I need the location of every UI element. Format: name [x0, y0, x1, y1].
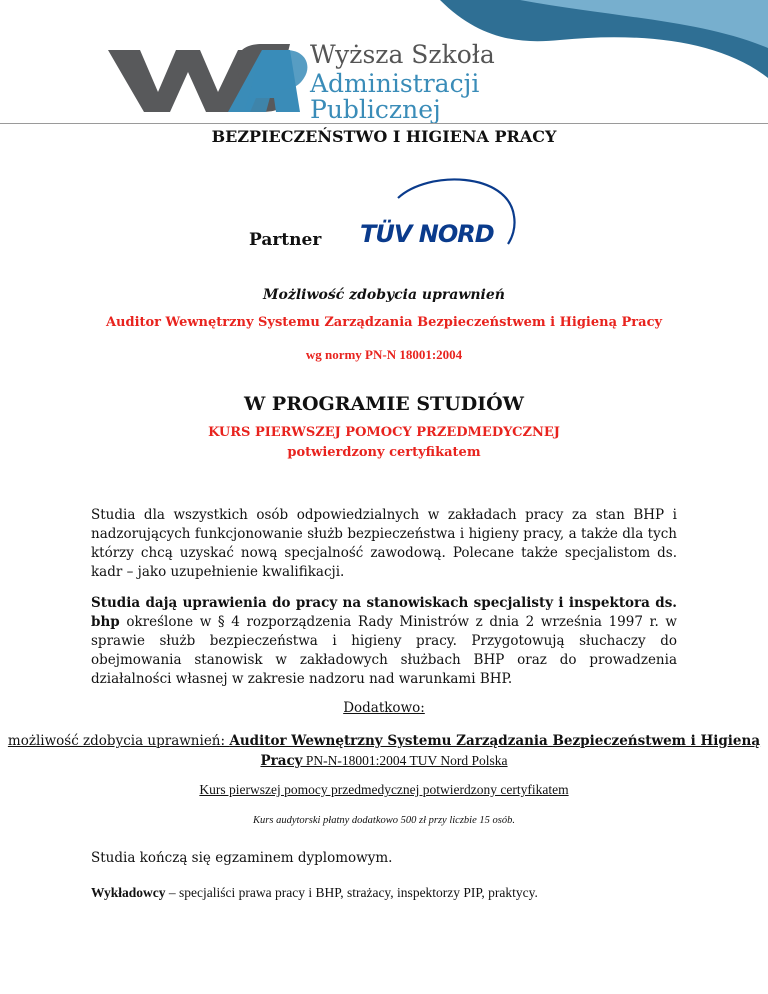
header-banner [0, 0, 768, 125]
certification-intro: Możliwość zdobycia uprawnień [263, 287, 505, 303]
brand-line-2: Administracji [310, 69, 480, 98]
extra-cost-note: Kurs audytorski płatny dodatkowo 500 zł przy liczbie 15 osób. [253, 815, 515, 826]
lecturers-text: – specjaliści prawa pracy i BHP, strażacy, inspektorzy PIP, praktycy. [165, 885, 538, 900]
qualifications-lead: Studia dają uprawienia do pracy na stanowiskach specjalisty i inspektora ds. bhp [91, 595, 677, 630]
qualifications-rest: określone w § 4 rozporządzenia Rady Ministrów z dnia 2 września 1997 r. w sprawie służb bezpieczeństwa i higieny pracy. Przygotowują słuchaczy do obejmowania stanowisk w zakładowych służbach BHP oraz do prowadzenia działalności własnej w zakresie nadzoru nad warunkami BHP. [91, 614, 677, 687]
extra-auditor-prefix: możliwość zdobycia uprawnień: [7, 733, 230, 749]
course-certified: potwierdzony certyfikatem [287, 445, 481, 460]
page-title: BEZPIECZEŃSTWO I HIGIENA PRACY [211, 127, 557, 146]
auditor-title: Auditor Wewnętrzny Systemu Zarządzania Bezpieczeństwem i Higieną Pracy [105, 315, 663, 330]
tuv-nord-logo [358, 176, 520, 248]
lecturers-line [91, 885, 538, 901]
extra-heading: Dodatkowo: [343, 700, 425, 716]
first-aid-course: KURS PIERWSZEJ POMOCY PRZEDMEDYCZNEJ [208, 425, 560, 440]
brand-line-1: Wyższa Szkoła [310, 40, 495, 69]
extra-auditor-bold: Auditor Wewnętrzny Systemu Zarządzania Bezpieczeństwem i Higieną Pracy [229, 733, 761, 769]
header-divider [0, 123, 768, 124]
closing-text: Studia kończą się egzaminem dyplomowym. [91, 850, 393, 866]
extra-auditor-line [0, 732, 768, 771]
norm-label: wg normy PN-N 18001:2004 [305, 347, 463, 362]
lecturers-label: Wykładowcy [91, 885, 166, 900]
description-paragraph: Studia dla wszystkich osób odpowiedzialnych w zakładach pracy za stan BHP i nadzorujących funkcjonowanie służb bezpieczeństwa i higieny pracy, a także dla tych którzy chcą uzyskać nową specjalność zawodową. Polecane także specjalistom ds. kadr – jako uzupełnienie kwalifikacji. [91, 507, 677, 580]
partner-label: Partner [249, 230, 322, 250]
extra-course: Kurs pierwszej pomocy przedmedycznej potwierdzony certyfikatem [199, 782, 569, 797]
program-heading: W PROGRAMIE STUDIÓW [243, 393, 525, 415]
brand-line-3: Publicznej [310, 95, 441, 124]
tuv-logo-text: TÜV NORD [360, 220, 494, 248]
extra-auditor-suffix: PN-N-18001:2004 TUV Nord Polska [302, 753, 508, 768]
qualifications-paragraph [91, 594, 677, 689]
